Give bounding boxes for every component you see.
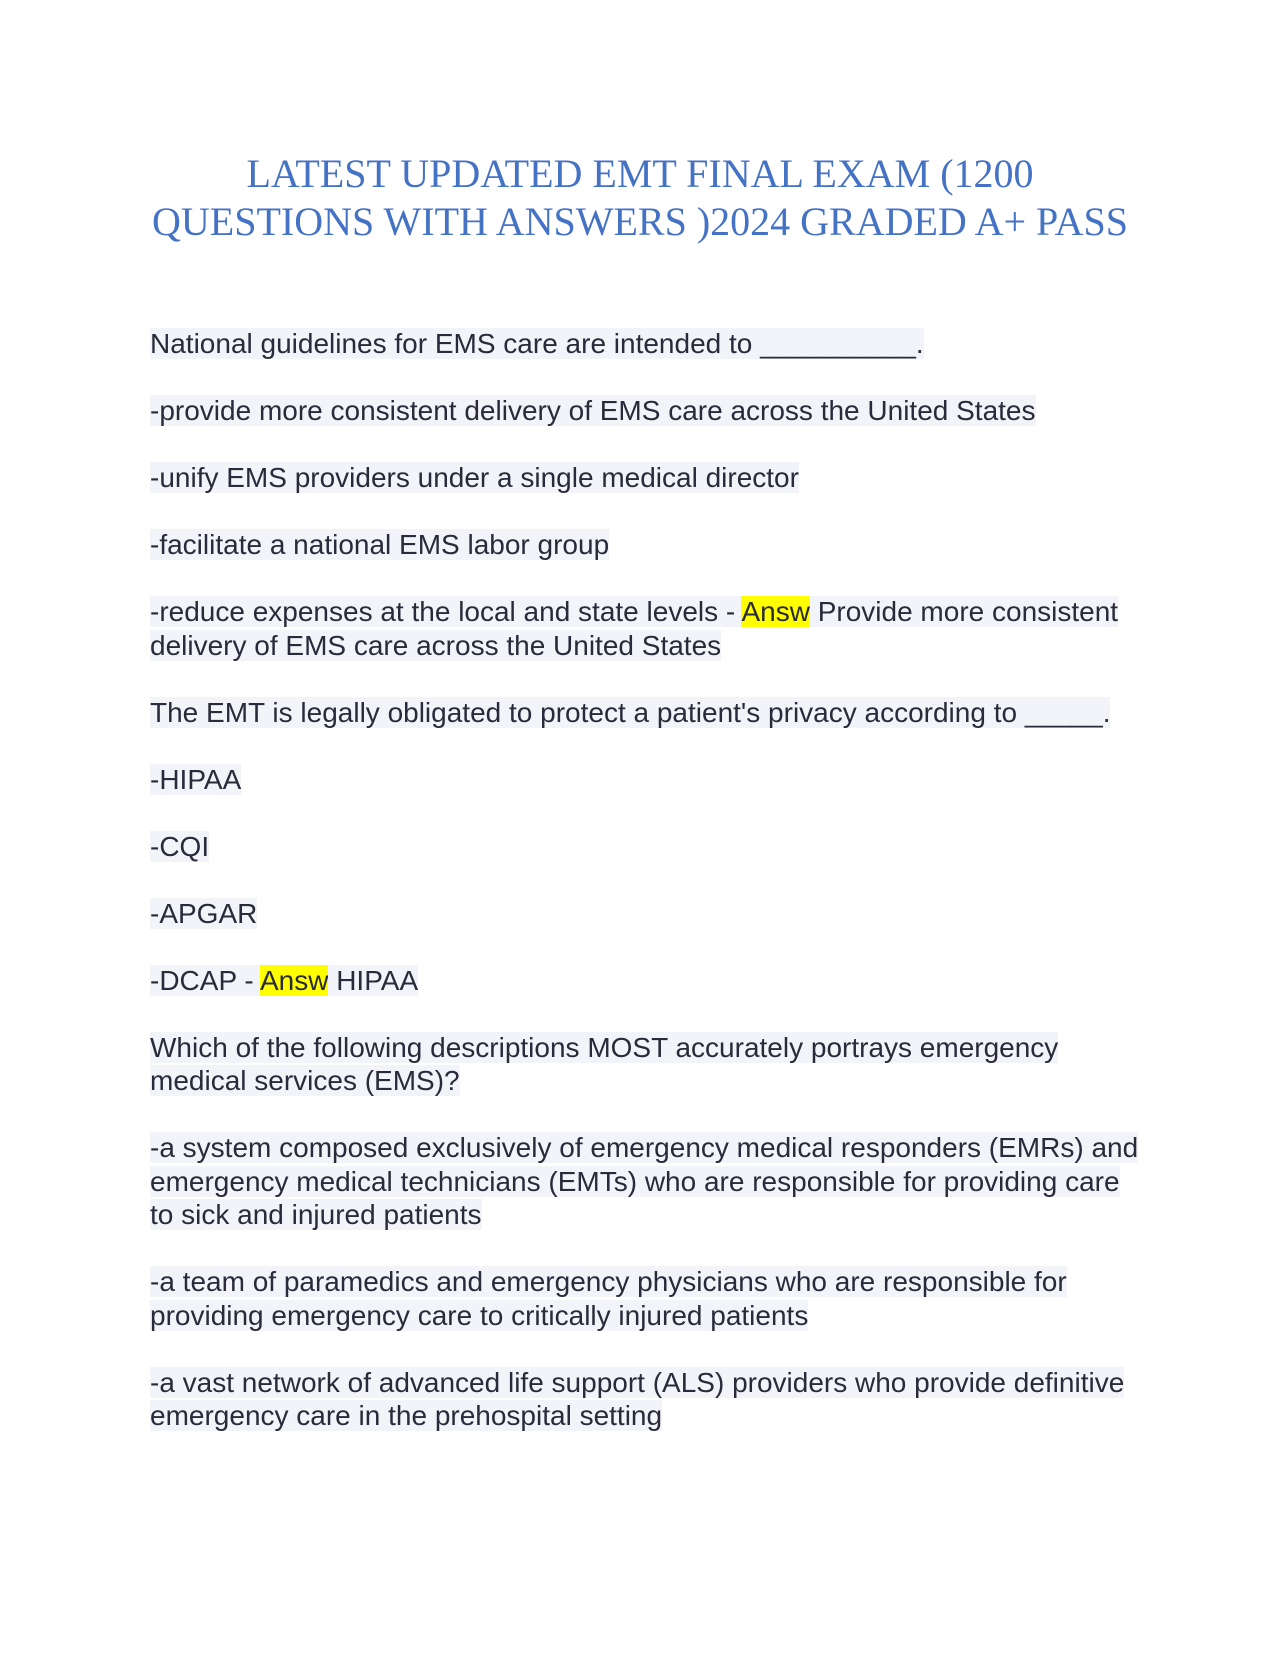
question-2-option-3: -APGAR: [150, 897, 258, 929]
answer-marker: Answ: [741, 596, 810, 627]
question-3-text: Which of the following descriptions MOST accurately portrays emergency medical services (EMS)?: [150, 1031, 1059, 1096]
question-3-option-2: -a team of paramedics and emergency physicians who are responsible for providing emergency care to critically injured patients: [150, 1266, 1067, 1331]
question-1-option-4: -reduce expenses at the local and state levels -: [150, 596, 742, 627]
question-1: [150, 327, 1140, 361]
question-1-option-3: -facilitate a national EMS labor group: [150, 529, 610, 560]
question-2-option-2: -CQI: [150, 830, 210, 862]
question-2-answer: [150, 964, 1140, 998]
question-1-answer: [150, 595, 1140, 662]
question-3-option-3: -a vast network of advanced life support (ALS) providers who provide definitive emergency care in the prehospital setting: [150, 1366, 1125, 1431]
question-2-text: The EMT is legally obligated to protect a patient's privacy according to _____.: [150, 696, 1111, 728]
document-title: LATEST UPDATED EMT FINAL EXAM (1200 QUESTIONS WITH ANSWERS )2024 GRADED A+ PASS: [152, 151, 1128, 244]
question-1-option-2: -unify EMS providers under a single medical director: [150, 462, 799, 493]
question-3-option-1: -a system composed exclusively of emergency medical responders (EMRs) and emergency medical technicians (EMTs) who are responsible for providing care to sick and injured patients: [150, 1132, 1139, 1230]
question-2: [150, 696, 1140, 730]
question-2-answer-text: HIPAA: [328, 964, 419, 996]
question-1-answer-text: Provide more consistent delivery of EMS care across the United States: [150, 596, 1119, 661]
question-2-option-1: -HIPAA: [150, 763, 242, 795]
question-3: [150, 1031, 1140, 1098]
question-1-text: National guidelines for EMS care are intended to __________.: [150, 328, 924, 359]
answer-marker: Answ: [259, 964, 329, 996]
document-body: [150, 327, 1140, 1466]
question-2-option-4: -DCAP -: [150, 964, 260, 996]
question-1-option-1: -provide more consistent delivery of EMS care across the United States: [150, 395, 1036, 426]
